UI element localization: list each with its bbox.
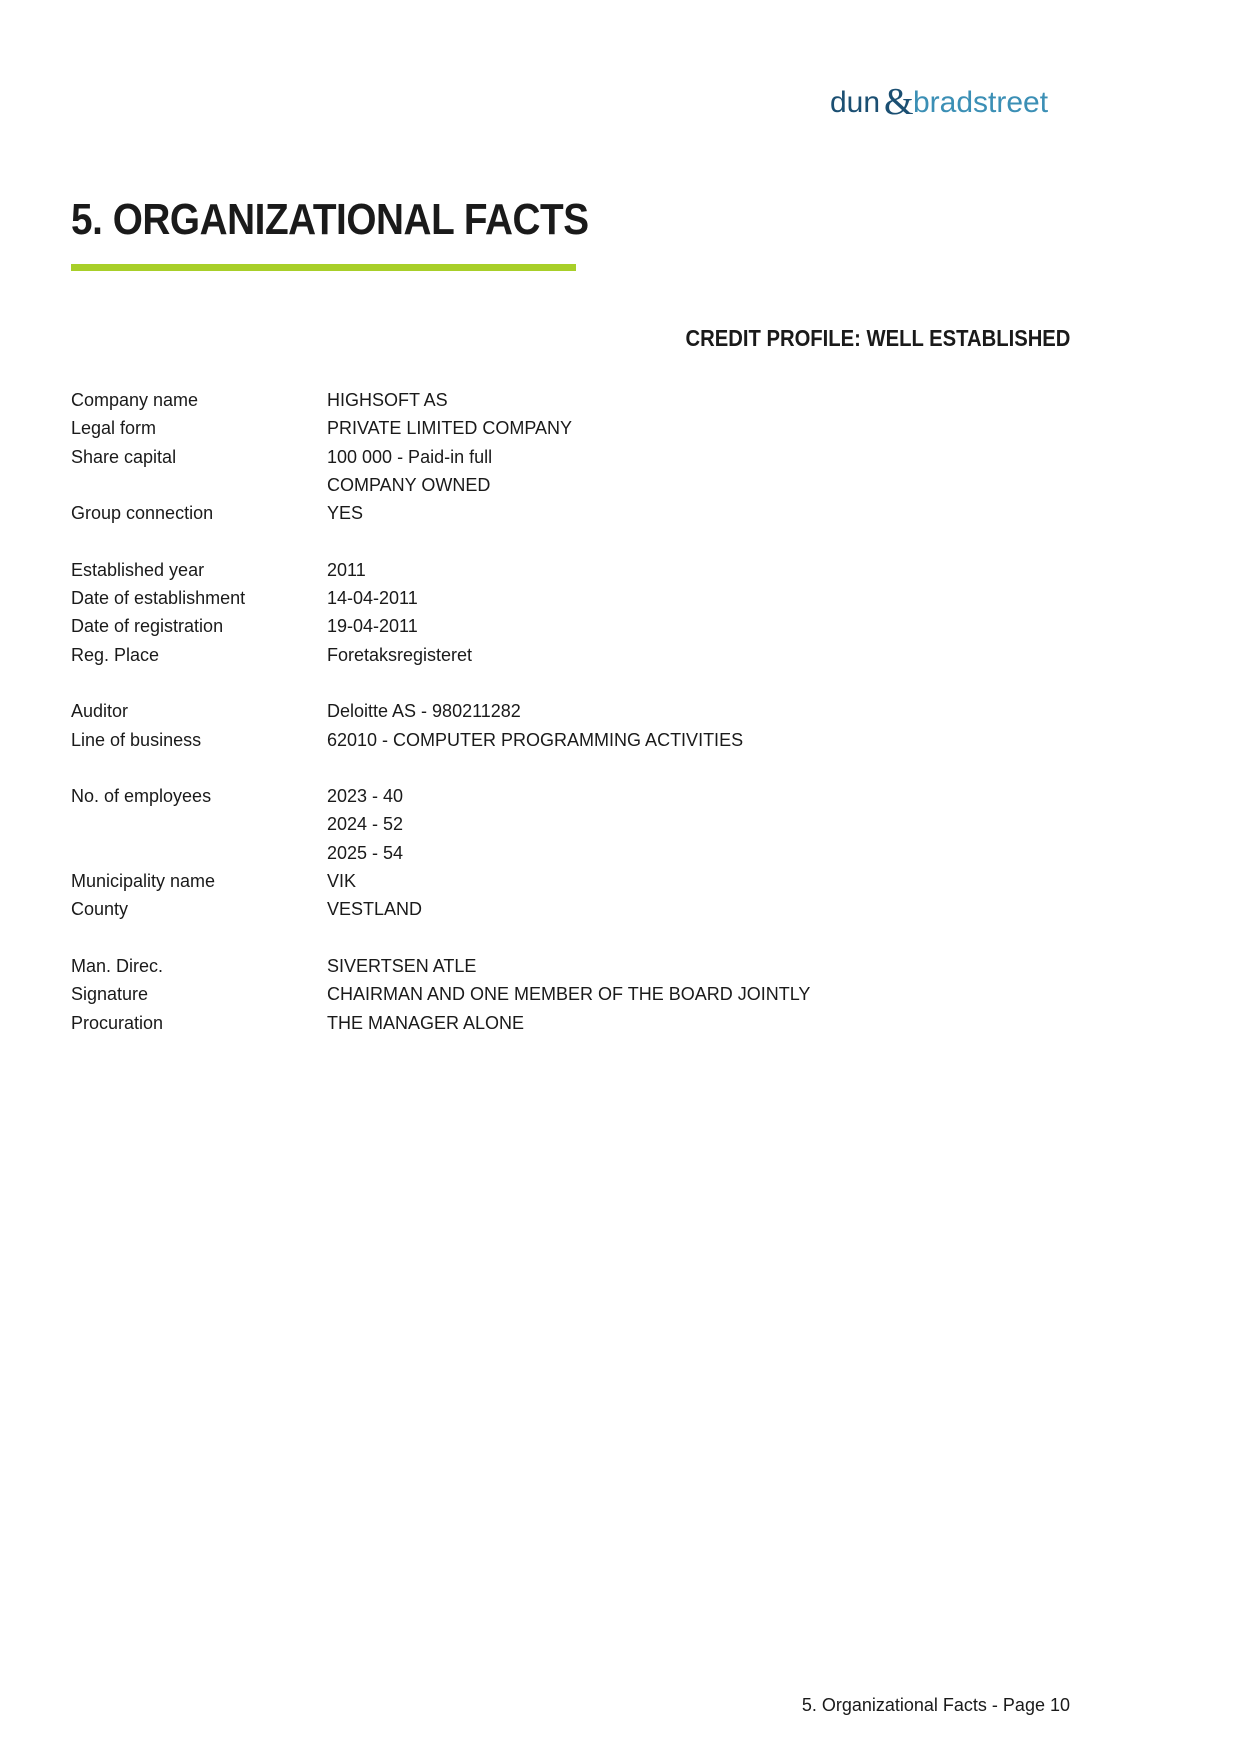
fact-value: 62010 - COMPUTER PROGRAMMING ACTIVITIES xyxy=(327,729,744,750)
fact-label-empty xyxy=(71,810,327,838)
fact-value: 19-04-2011 xyxy=(327,616,418,637)
fact-label-empty xyxy=(71,471,327,499)
fact-value: 2024 - 52 xyxy=(327,814,404,835)
fact-label: Date of registration xyxy=(71,616,224,637)
fact-row-company-name xyxy=(71,386,1071,414)
section-gap xyxy=(71,924,1071,952)
section-gap xyxy=(71,527,1071,555)
fact-row-reg-place xyxy=(71,641,1071,669)
fact-row-share-capital xyxy=(71,443,1071,471)
fact-label: Man. Direc. xyxy=(71,955,164,976)
fact-value: 2025 - 54 xyxy=(327,842,404,863)
fact-label: Date of establishment xyxy=(71,588,246,609)
fact-row-line-of-business xyxy=(71,726,1071,754)
fact-value: 100 000 - Paid-in full xyxy=(327,446,493,467)
credit-profile-heading: CREDIT PROFILE: WELL ESTABLISHED xyxy=(685,325,1070,351)
fact-value: VESTLAND xyxy=(327,899,423,920)
logo-ampersand: & xyxy=(884,81,914,123)
fact-row-county xyxy=(71,895,1071,923)
fact-row-share-capital-ownership xyxy=(71,471,1071,499)
fact-row-legal-form xyxy=(71,414,1071,442)
dun-bradstreet-logo xyxy=(830,76,1070,126)
fact-label: Municipality name xyxy=(71,871,216,892)
page-title: 5. ORGANIZATIONAL FACTS xyxy=(71,195,589,244)
fact-row-established-year xyxy=(71,556,1071,584)
fact-label: Share capital xyxy=(71,446,177,467)
fact-value: PRIVATE LIMITED COMPANY xyxy=(327,418,573,439)
fact-value: 14-04-2011 xyxy=(327,588,418,609)
fact-row-signature xyxy=(71,980,1071,1008)
fact-label: Procuration xyxy=(71,1012,164,1033)
fact-value: 2011 xyxy=(327,559,366,580)
logo-text-bradstreet: bradstreet xyxy=(913,86,1049,119)
section-gap xyxy=(71,754,1071,782)
fact-row-date-of-establishment xyxy=(71,584,1071,612)
fact-value: YES xyxy=(327,503,364,524)
fact-label: Auditor xyxy=(71,701,129,722)
fact-row-employees-2024 xyxy=(71,810,1071,838)
organizational-facts-list xyxy=(71,386,1071,1037)
fact-row-municipality xyxy=(71,867,1071,895)
fact-label-empty xyxy=(71,839,327,867)
fact-label: County xyxy=(71,899,129,920)
dun-bradstreet-logo-graphic xyxy=(830,76,1070,126)
fact-row-man-direc xyxy=(71,952,1071,980)
fact-label: Legal form xyxy=(71,418,157,439)
fact-value: HIGHSOFT AS xyxy=(327,390,448,410)
fact-value: CHAIRMAN AND ONE MEMBER OF THE BOARD JOINTLY xyxy=(327,984,811,1005)
fact-row-auditor xyxy=(71,697,1071,725)
section-gap xyxy=(71,669,1071,697)
fact-label: Company name xyxy=(71,390,199,410)
fact-row-date-of-registration xyxy=(71,612,1071,640)
fact-label: No. of employees xyxy=(71,786,212,807)
fact-label: Reg. Place xyxy=(71,644,160,665)
logo-text-dun: dun xyxy=(830,86,881,119)
fact-row-group-connection xyxy=(71,499,1071,527)
title-underline xyxy=(71,264,576,271)
fact-value: Deloitte AS - 980211282 xyxy=(327,701,521,722)
fact-label: Group connection xyxy=(71,503,214,524)
fact-value: 2023 - 40 xyxy=(327,786,404,807)
fact-label: Established year xyxy=(71,559,205,580)
fact-value: SIVERTSEN ATLE xyxy=(327,955,477,976)
fact-row-employees-2025 xyxy=(71,839,1071,867)
fact-row-procuration xyxy=(71,1009,1071,1037)
fact-value: Foretaksregisteret xyxy=(327,644,473,665)
fact-label: Line of business xyxy=(71,729,202,750)
fact-label: Signature xyxy=(71,984,149,1005)
fact-value: THE MANAGER ALONE xyxy=(327,1012,525,1033)
fact-value: VIK xyxy=(327,871,357,892)
page-footer: 5. Organizational Facts - Page 10 xyxy=(801,1695,1070,1715)
fact-row-employees xyxy=(71,782,1071,810)
fact-value: COMPANY OWNED xyxy=(327,474,491,495)
